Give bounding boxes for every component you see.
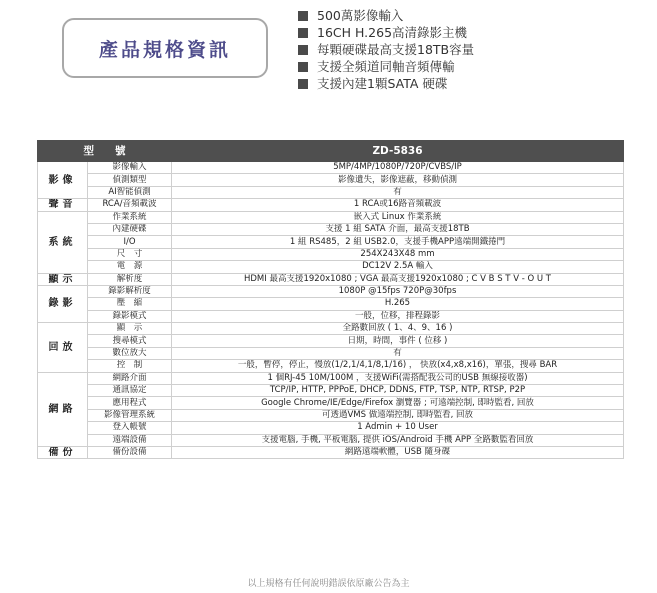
square-bullet-icon — [298, 11, 308, 21]
spec-label: 解析度 — [88, 273, 172, 285]
spec-label: 錄影解析度 — [88, 285, 172, 297]
spec-value: 支援電腦, 手機, 平板電腦, 提供 iOS/Android 手機 APP 全路數監看回放 — [172, 434, 624, 446]
table-row — [38, 323, 624, 335]
page-title: 產品規格資訊 — [98, 38, 231, 61]
table-row — [38, 372, 624, 384]
spec-label: I/O — [88, 236, 172, 248]
square-bullet-icon — [298, 79, 308, 89]
feature-item: 支援內建1顆SATA 硬碟 — [298, 75, 474, 92]
table-row — [38, 199, 624, 211]
spec-label: RCA/音頻載波 — [88, 199, 172, 211]
feature-item: 每顆硬碟最高支援18TB容量 — [298, 41, 474, 58]
feature-list — [298, 7, 474, 92]
spec-label: 尺 寸 — [88, 248, 172, 260]
spec-label: 顯 示 — [88, 323, 172, 335]
spec-label: 作業系統 — [88, 211, 172, 223]
table-row — [38, 422, 624, 434]
spec-label: 通訊協定 — [88, 385, 172, 397]
table-row — [38, 236, 624, 248]
spec-table — [37, 140, 624, 459]
spec-value: 1 Admin + 10 User — [172, 422, 624, 434]
spec-value: 日期，時間，事件 ( 位移 ) — [172, 335, 624, 347]
spec-value: 可透過VMS 做遠端控制, 即時監看, 回放 — [172, 409, 624, 421]
table-row — [38, 174, 624, 186]
table-row — [38, 285, 624, 297]
table-row — [38, 360, 624, 372]
spec-value: 一般，位移，排程錄影 — [172, 310, 624, 322]
category-cell: 聲音 — [38, 199, 88, 211]
table-row — [38, 347, 624, 359]
square-bullet-icon — [298, 28, 308, 38]
category-cell: 影像 — [38, 162, 88, 199]
table-row — [38, 298, 624, 310]
spec-label: 網路介面 — [88, 372, 172, 384]
spec-value: TCP/IP, HTTP, PPPoE, DHCP, DDNS, FTP, TSP, NTP, RTSP, P2P — [172, 385, 624, 397]
spec-label: 內建硬碟 — [88, 223, 172, 235]
spec-label: 電 源 — [88, 261, 172, 273]
model-number: ZD-5836 — [172, 141, 624, 162]
spec-value: 全路數回放 ( 1、4、9、16 ) — [172, 323, 624, 335]
spec-label: 影像管理系統 — [88, 409, 172, 421]
table-row — [38, 397, 624, 409]
table-row — [38, 248, 624, 260]
table-header-row — [38, 141, 624, 162]
spec-label: 偵測類型 — [88, 174, 172, 186]
spec-value: 5MP/4MP/1080P/720P/CVBS/IP — [172, 162, 624, 174]
category-cell: 備份 — [38, 446, 88, 458]
spec-label: 數位放大 — [88, 347, 172, 359]
spec-value: 一般，暫停，停止，慢放(1/2,1/4,1/8,1/16) ， 快放(x4,x8,x16)，單張，搜尋 BAR — [172, 360, 624, 372]
spec-value: 支援 1 組 SATA 介面，最高支援18TB — [172, 223, 624, 235]
spec-label: 錄影模式 — [88, 310, 172, 322]
table-row — [38, 261, 624, 273]
spec-label: 搜尋模式 — [88, 335, 172, 347]
spec-value: 1 個RJ-45 10M/100M ，支援WiFi(需搭配我公司的USB 無線接收器) — [172, 372, 624, 384]
footer-note: 以上規格有任何說明錯誤依原廠公告為主 — [247, 579, 410, 589]
table-row — [38, 211, 624, 223]
spec-value: DC12V 2.5A 輸入 — [172, 261, 624, 273]
table-row — [38, 273, 624, 285]
model-header-label: 型 號 — [38, 141, 172, 162]
spec-label: 控 制 — [88, 360, 172, 372]
category-cell: 網路 — [38, 372, 88, 446]
feature-item: 支援全頻道同軸音頻傳輸 — [298, 58, 474, 75]
spec-value: 1080P @15fps 720P@30fps — [172, 285, 624, 297]
spec-label: 影像輸入 — [88, 162, 172, 174]
table-row — [38, 335, 624, 347]
spec-value: 有 — [172, 347, 624, 359]
square-bullet-icon — [298, 45, 308, 55]
spec-value: 嵌入式 Linux 作業系統 — [172, 211, 624, 223]
spec-value: 254X243X48 mm — [172, 248, 624, 260]
spec-value: 網路遠端軟體，USB 隨身碟 — [172, 446, 624, 458]
spec-value: H.265 — [172, 298, 624, 310]
spec-value: 1 RCA或16路音頻載波 — [172, 199, 624, 211]
spec-label: AI智能偵測 — [88, 186, 172, 198]
table-row — [38, 162, 624, 174]
square-bullet-icon — [298, 62, 308, 72]
table-row — [38, 186, 624, 198]
feature-item: 500萬影像輸入 — [298, 7, 474, 24]
spec-label: 應用程式 — [88, 397, 172, 409]
table-row — [38, 223, 624, 235]
table-row — [38, 434, 624, 446]
table-row — [38, 446, 624, 458]
category-cell: 回放 — [38, 323, 88, 373]
spec-label: 壓 縮 — [88, 298, 172, 310]
table-row — [38, 310, 624, 322]
spec-label: 遠端設備 — [88, 434, 172, 446]
spec-value: Google Chrome/IE/Edge/Firefox 瀏覽器 ; 可遠端控制, 即時監看, 回放 — [172, 397, 624, 409]
feature-item: 16CH H.265高清錄影主機 — [298, 24, 474, 41]
spec-label: 備份設備 — [88, 446, 172, 458]
spec-value: HDMI 最高支援1920x1080 ; VGA 最高支援1920x1080 ; C V B S T V - O U T — [172, 273, 624, 285]
category-cell: 系統 — [38, 211, 88, 273]
spec-value: 1 組 RS485，2 組 USB2.0，支援手機APP遠端開鐵捲門 — [172, 236, 624, 248]
spec-value: 有 — [172, 186, 624, 198]
spec-label: 登入帳號 — [88, 422, 172, 434]
title-box — [62, 18, 268, 78]
category-cell: 顯示 — [38, 273, 88, 285]
spec-value: 影像遺失，影像遮蔽，移動偵測 — [172, 174, 624, 186]
category-cell: 錄影 — [38, 285, 88, 322]
table-row — [38, 409, 624, 421]
table-row — [38, 385, 624, 397]
